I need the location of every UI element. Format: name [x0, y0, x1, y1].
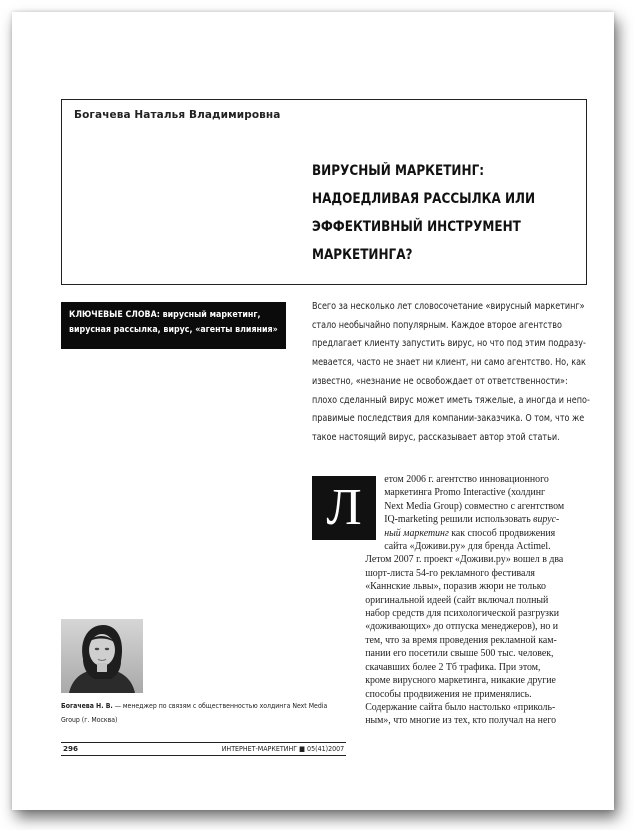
body-line: «Каннские львы», поразив жюри не только	[365, 581, 546, 593]
body-line: Летом 2007 г. проект «Доживи.ру» вошел в два	[365, 554, 564, 566]
lead-line: стало необычайно популярным. Каждое второе агентство	[312, 319, 562, 331]
lead-line: мевается, часто не знает ни клиент, ни само агентство. Но, как	[312, 357, 586, 369]
bio-name: Богачева Н. В.	[61, 701, 113, 710]
bio-text: — менеджер по связям с общественностью холдинга Next Media	[112, 701, 328, 710]
body-text: IQ-marketing решили использовать	[384, 514, 534, 526]
journal-issue: ИНТЕРНЕТ-МАРКЕТИНГ ■ 05(41)2007	[221, 744, 344, 753]
article-body	[312, 473, 594, 728]
body-line	[312, 513, 580, 526]
article-header-box	[61, 99, 587, 285]
author-photo	[61, 619, 143, 693]
body-line: пании его посетили свыше 500 тыс. человек,	[365, 648, 554, 660]
article-title	[312, 157, 544, 269]
bio-line	[61, 699, 328, 713]
body-line	[312, 527, 580, 540]
body-line: способы продвижения не применялись.	[365, 688, 532, 700]
lead-line: плохо сделанный вирус может иметь тяжелые, а иногда и непо-	[312, 394, 590, 406]
body-italic: вирус-	[533, 514, 560, 526]
page-number: 296	[63, 744, 79, 753]
body-line: Содержание сайта было настолько «приколь-	[365, 701, 556, 713]
lead-line: известно, «незнание не освобождает от ответственности»:	[312, 375, 568, 387]
bio-line: Group (г. Москва)	[61, 715, 118, 724]
journal-page	[12, 12, 614, 810]
body-line: етом 2006 г. агентство инновационного	[384, 474, 549, 485]
lead-line: Всего за несколько лет словосочетание «вирусный маркетинг»	[312, 301, 585, 312]
body-line: оригинальной идеей (сайт включал полный	[365, 594, 549, 606]
keywords-line: вирусная рассылка, вирус, «агенты влияния»	[69, 325, 278, 335]
lead-line: правимые последствия для компании-заказчика. О том, что же	[312, 413, 585, 425]
drop-cap: Л	[312, 476, 376, 540]
body-line: кроме вирусного маркетинга, никакие другие	[365, 675, 556, 687]
title-line: ВИРУСНЫЙ МАРКЕТИНГ:	[312, 163, 485, 179]
author-name: Богачева Наталья Владимировна	[74, 109, 281, 121]
lead-line: предлагает клиенту запустить вирус, но что под этим подразу-	[312, 338, 586, 350]
title-line: НАДОЕДЛИВАЯ РАССЫЛКА ИЛИ	[312, 191, 536, 207]
body-line: скачавших более 2 Тб трафика. При этом,	[365, 661, 541, 673]
body-line: «доживающих» до отпуска менеджеров), но и	[365, 621, 559, 633]
author-bio	[61, 699, 351, 727]
keywords-line: КЛЮЧЕВЫЕ СЛОВА: вирусный маркетинг,	[69, 310, 261, 320]
body-line: сайта «Доживи.ру» для бренда Actimel.	[384, 541, 551, 553]
body-line: Next Media Group) совместно с агентством	[384, 500, 565, 512]
body-text: как способ продвижения	[448, 527, 556, 539]
author-portrait-image	[61, 619, 143, 693]
body-line: шорт-листа 54-го рекламного фестиваля	[365, 567, 535, 579]
body-line: ным», что многие из тех, кто получал на него	[365, 715, 557, 727]
lead-line: такое настоящий вирус, рассказывает автор этой статьи.	[312, 431, 560, 443]
title-line: МАРКЕТИНГА?	[312, 247, 413, 263]
keywords-box	[61, 302, 286, 349]
page-footer	[61, 742, 346, 756]
body-italic: ный маркетинг	[384, 527, 449, 539]
body-line: маркетинга Promo Interactive (холдинг	[384, 487, 546, 499]
body-line: набор средств для психологической разгрузки	[365, 608, 560, 620]
lead-paragraph	[312, 298, 602, 448]
title-line: ЭФФЕКТИВНЫЙ ИНСТРУМЕНТ	[312, 219, 521, 235]
body-line: тем, что за время проведения рекламной кам-	[365, 634, 557, 646]
